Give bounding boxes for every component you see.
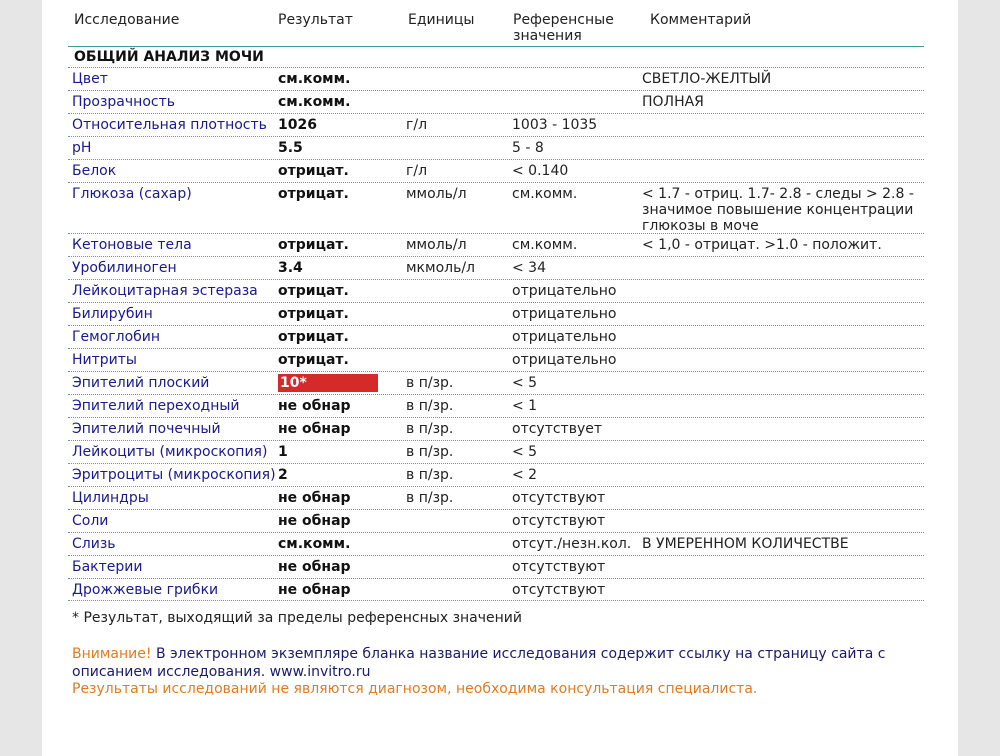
results-table [68,67,924,601]
header-units: Единицы [408,12,475,28]
row-result: не обнар [278,398,351,414]
row-units: в п/зр. [406,490,454,506]
table-row [68,302,924,325]
row-result: не обнар [278,513,351,529]
table-row [68,555,924,578]
row-reference: отсутствуют [512,559,606,575]
row-result: отрицат. [278,352,349,368]
table-row [68,371,924,394]
table-row [68,532,924,555]
row-name[interactable]: Эпителий переходный [72,398,240,414]
row-units: г/л [406,163,428,179]
row-result: не обнар [278,559,351,575]
row-reference: отрицательно [512,352,617,368]
table-row [68,486,924,509]
row-units: в п/зр. [406,421,454,437]
row-units: ммоль/л [406,237,467,253]
row-result: отрицат. [278,283,349,299]
row-name[interactable]: Цилиндры [72,490,149,506]
row-name[interactable]: Кетоновые тела [72,237,192,253]
table-row [68,578,924,601]
row-comment: В УМЕРЕННОМ КОЛИЧЕСТВЕ [642,536,849,552]
table-row [68,233,924,256]
table-row [68,113,924,136]
row-name[interactable]: Гемоглобин [72,329,161,345]
row-units: г/л [406,117,428,133]
row-reference: см.комм. [512,186,578,202]
notice-text: В электронном экземпляре бланка название исследования содержит ссылку на страницу сайта с описанием исследования. www.invitro.ru [72,646,886,680]
row-comment: < 1.7 - отриц. 1.7- 2.8 - следы > 2.8 - значимое повышение концентрации глюкозы в моче [642,186,914,234]
table-row [68,256,924,279]
row-name[interactable]: Слизь [72,536,116,552]
row-reference: отсутствует [512,421,603,437]
row-reference: отрицательно [512,329,617,345]
row-name[interactable]: Прозрачность [72,94,175,110]
row-name[interactable]: Бактерии [72,559,143,575]
row-reference: < 1 [512,398,538,414]
section-title: ОБЩИЙ АНАЛИЗ МОЧИ [68,46,924,67]
row-comment: ПОЛНАЯ [642,94,704,110]
row-reference: отсутствуют [512,513,606,529]
row-result: 5.5 [278,140,303,156]
row-name[interactable]: Лейкоцитарная эстераза [72,283,258,299]
row-reference: < 2 [512,467,538,483]
row-name[interactable]: Цвет [72,71,108,87]
table-row [68,67,924,90]
row-comment: < 1,0 - отрицат. >1.0 - положит. [642,237,882,253]
row-result: 3.4 [278,260,303,276]
table-row [68,279,924,302]
row-result: не обнар [278,421,351,437]
row-reference: отсут./незн.кол. [512,536,632,552]
row-reference: 5 - 8 [512,140,544,156]
row-result: отрицат. [278,186,349,202]
header-result: Результат [278,12,353,28]
row-result: не обнар [278,582,351,598]
row-result: не обнар [278,490,351,506]
row-units: ммоль/л [406,186,467,202]
row-units: в п/зр. [406,375,454,391]
row-name[interactable]: Относительная плотность [72,117,267,133]
header-study: Исследование [74,12,180,28]
row-result: отрицат. [278,329,349,345]
table-row [68,417,924,440]
row-units: в п/зр. [406,398,454,414]
row-reference: 1003 - 1035 [512,117,598,133]
row-reference: < 0.140 [512,163,569,179]
row-result: отрицат. [278,306,349,322]
row-name[interactable]: pH [72,140,92,156]
notice [72,645,952,681]
row-result: см.комм. [278,71,351,87]
row-name[interactable]: Эритроциты (микроскопия) [72,467,276,483]
row-reference: отрицательно [512,283,617,299]
row-units: в п/зр. [406,467,454,483]
notice-warning-label: Внимание! [72,646,152,662]
header-comment: Комментарий [650,12,752,28]
row-result: 1 [278,444,288,460]
table-row [68,509,924,532]
row-name[interactable]: Эпителий почечный [72,421,221,437]
row-name[interactable]: Эпителий плоский [72,375,210,391]
header-reference: Референсные значения [513,12,614,44]
row-name[interactable]: Уробилиноген [72,260,177,276]
table-row [68,348,924,371]
disclaimer: Результаты исследований не являются диагнозом, необходима консультация специалиста. [72,681,758,697]
table-row [68,325,924,348]
table-row [68,90,924,113]
row-result: 2 [278,467,288,483]
row-result: 10* [278,374,378,392]
row-result: отрицат. [278,237,349,253]
row-name[interactable]: Лейкоциты (микроскопия) [72,444,268,460]
table-row [68,440,924,463]
row-result: см.комм. [278,94,351,110]
row-units: мкмоль/л [406,260,476,276]
table-row [68,159,924,182]
row-reference: < 5 [512,375,538,391]
row-result: см.комм. [278,536,351,552]
table-row [68,394,924,417]
row-comment: СВЕТЛО-ЖЕЛТЫЙ [642,71,772,87]
table-row [68,136,924,159]
row-name[interactable]: Соли [72,513,109,529]
row-reference: отрицательно [512,306,617,322]
row-reference: отсутствуют [512,490,606,506]
row-name[interactable]: Дрожжевые грибки [72,582,219,598]
row-name[interactable]: Нитриты [72,352,137,368]
row-name[interactable]: Белок [72,163,117,179]
row-units: в п/зр. [406,444,454,460]
lab-report-page [42,0,958,756]
row-result: отрицат. [278,163,349,179]
row-name[interactable]: Глюкоза (сахар) [72,186,192,202]
row-name[interactable]: Билирубин [72,306,153,322]
row-result: 1026 [278,117,317,133]
table-header [42,0,958,44]
table-row [68,463,924,486]
table-row [68,182,924,233]
row-reference: < 34 [512,260,546,276]
row-reference: см.комм. [512,237,578,253]
row-reference: < 5 [512,444,538,460]
row-reference: отсутствуют [512,582,606,598]
footnote: * Результат, выходящий за пределы референсных значений [72,610,522,626]
